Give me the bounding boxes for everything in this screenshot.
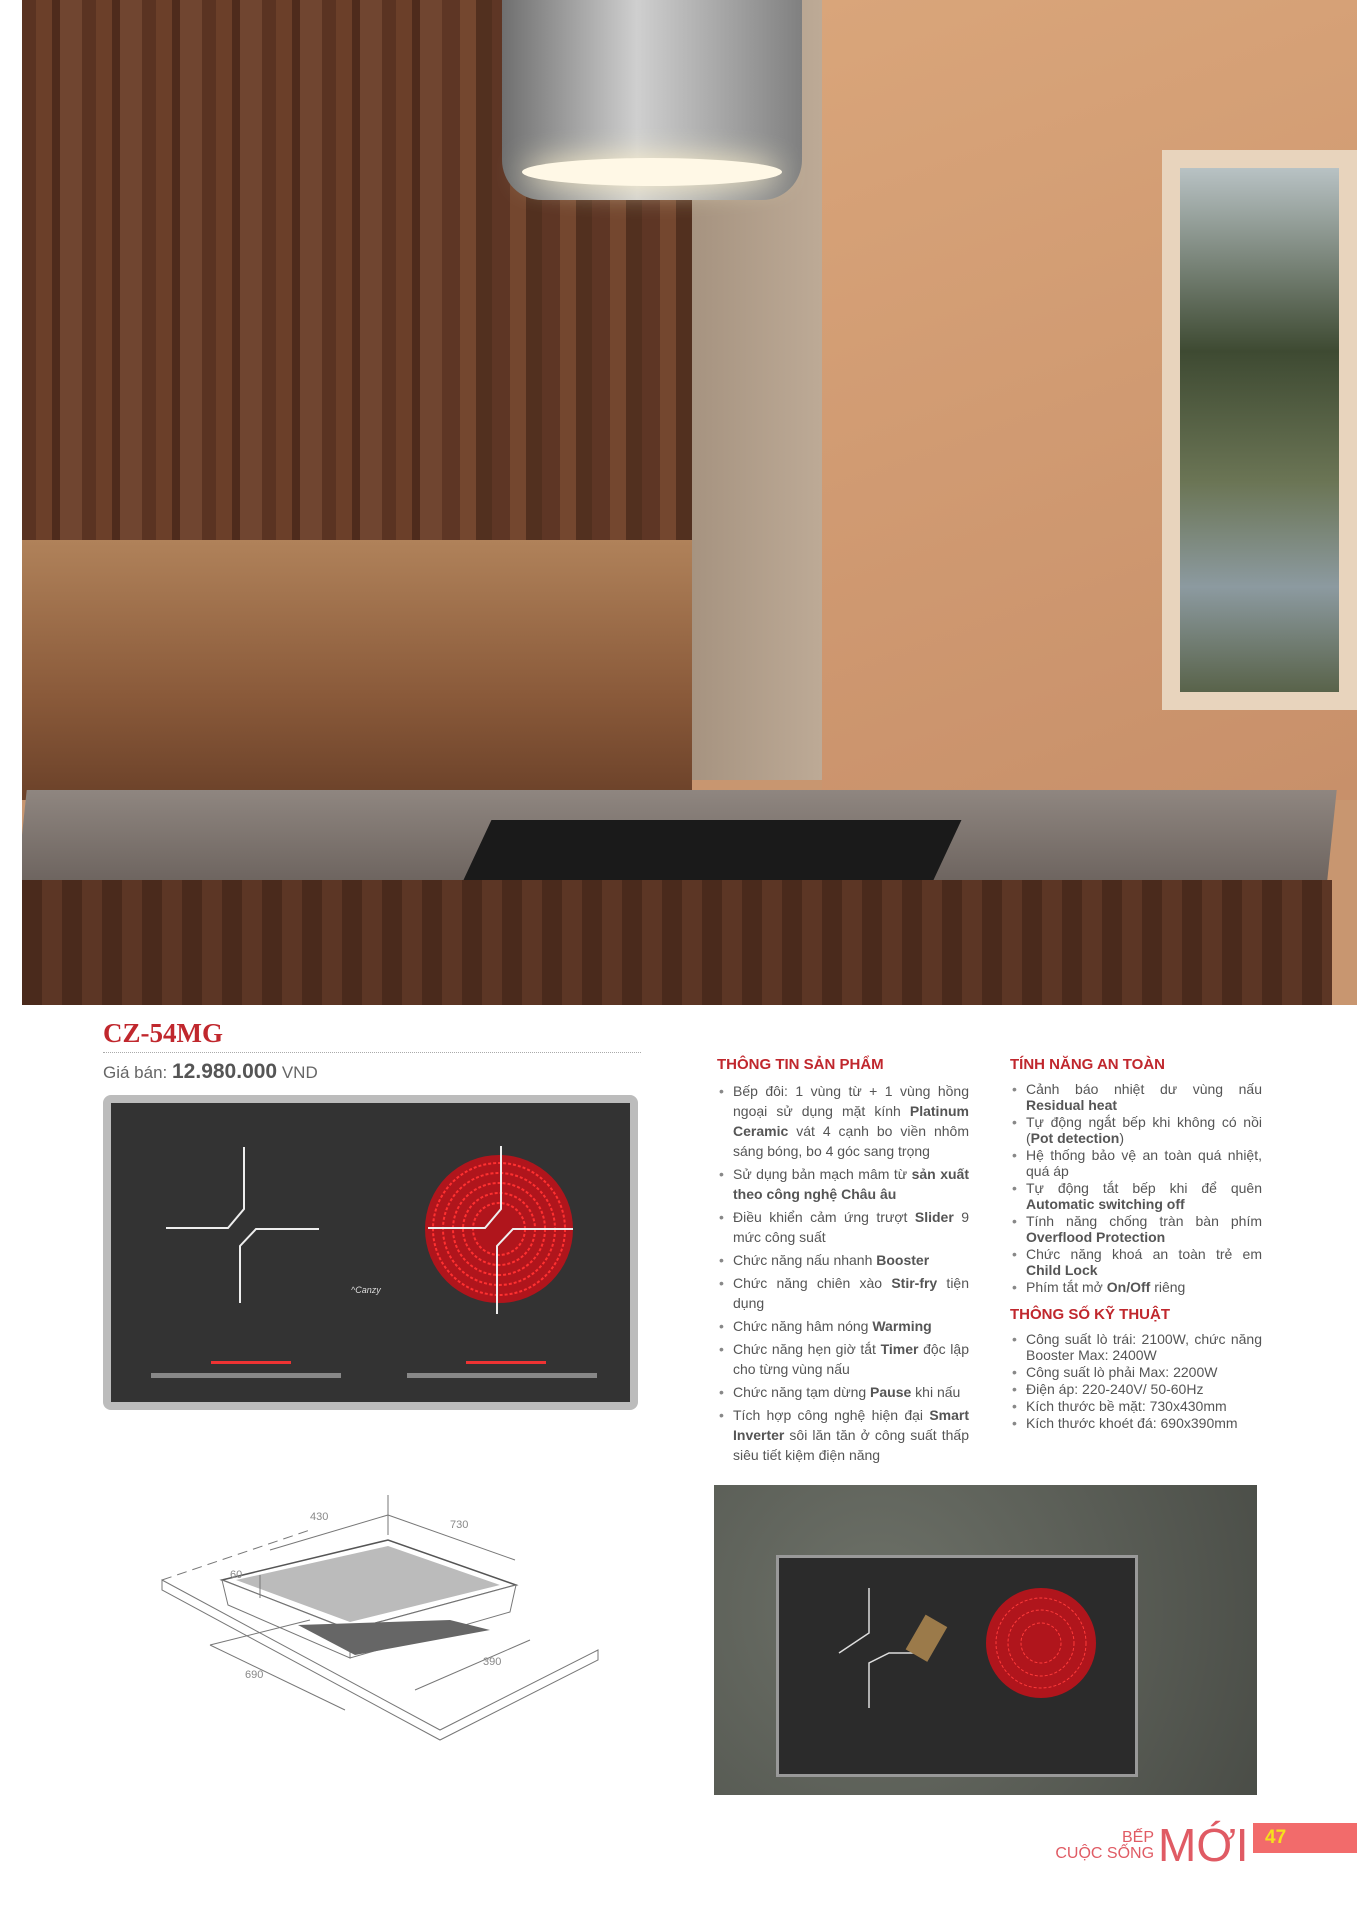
item-text: Tính năng chống tràn bàn phím — [1026, 1213, 1262, 1229]
list-item — [1010, 1081, 1262, 1113]
feature-list — [717, 1081, 969, 1465]
item-text: khi nấu — [911, 1384, 961, 1400]
hob-top-view — [111, 1103, 630, 1402]
section-heading: THÔNG SỐ KỸ THUẬT — [1010, 1306, 1170, 1323]
bold-term: Stir-fry — [891, 1275, 938, 1291]
item-text: Điều khiển cảm ứng trượt — [733, 1209, 915, 1225]
dimension-diagram — [150, 1490, 610, 1750]
section-heading: THÔNG TIN SẢN PHẨM — [717, 1056, 884, 1073]
item-text: Chức năng chiên xào — [733, 1275, 892, 1291]
list-item — [1010, 1213, 1262, 1245]
bold-term: Slider — [914, 1209, 954, 1225]
item-text: Chức năng hâm nóng — [733, 1318, 873, 1334]
footer-brand-big: MỚI — [1158, 1819, 1249, 1871]
dim-height: 60 — [230, 1569, 243, 1581]
list-item — [717, 1316, 969, 1336]
upper-wood-cabinet — [22, 0, 442, 540]
safety-list — [1010, 1081, 1262, 1295]
kitchen-hero-photo — [22, 0, 1357, 1005]
item-text: tiện dụng — [733, 1275, 970, 1311]
tagline-line2: CUỘC SỐNG — [1055, 1845, 1155, 1862]
section-heading: TÍNH NĂNG AN TOÀN — [1010, 1056, 1165, 1073]
item-text: Phím tắt mở — [1026, 1279, 1107, 1295]
lit-wood-backsplash — [22, 540, 692, 800]
price-label: Giá bán: — [103, 1063, 168, 1082]
list-item: • Công suất lò trái: 2100W, chức năng Booster Max: 2400W — [1010, 1331, 1262, 1363]
item-text: Chức năng nấu nhanh — [733, 1252, 877, 1268]
spec-list — [1010, 1331, 1262, 1431]
bold-term: Smart Inverter — [733, 1407, 969, 1443]
price — [103, 1060, 318, 1084]
list-item — [717, 1339, 969, 1379]
bold-term: Platinum Ceramic — [733, 1103, 969, 1139]
hob-product-image — [103, 1095, 638, 1410]
bold-term: Timer — [880, 1341, 919, 1357]
item-text: Tự động ngắt bếp khi không có nồi ( — [1026, 1114, 1262, 1146]
item-text: vát 4 cạnh bo viền nhôm sáng bóng, bo 4 góc sang trọng — [733, 1123, 969, 1159]
divider — [103, 1052, 641, 1053]
item-text: Chức năng hẹn giờ tắt — [733, 1341, 881, 1357]
bold-term: Warming — [872, 1318, 932, 1334]
product-model: CZ-54MG — [103, 1018, 223, 1048]
item-text: độc lập cho từng vùng nấu — [733, 1341, 969, 1377]
item-text: Chức năng tạm dừng — [733, 1384, 871, 1400]
item-text: Tích hợp công nghệ hiện đại — [733, 1407, 930, 1423]
item-text: Bếp đôi: 1 vùng từ + 1 vùng hồng ngoại sử dụng mặt kính — [733, 1083, 969, 1119]
item-text: Tự động tắt bếp khi để quên — [1026, 1180, 1262, 1196]
page-number: 47 — [1253, 1823, 1357, 1853]
list-item — [717, 1382, 969, 1402]
bold-term: Booster — [876, 1252, 930, 1268]
hob-lifestyle-photo — [714, 1485, 1257, 1795]
item-text: Cảnh báo nhiệt dư vùng nấu — [1026, 1081, 1262, 1097]
list-item — [717, 1207, 969, 1247]
item-text: Hệ thống bảo vệ an toàn quá nhiệt, quá áp — [1026, 1147, 1262, 1179]
hob-in-counter — [776, 1555, 1138, 1777]
bold-term: sản xuất theo công nghệ Châu âu — [733, 1166, 969, 1202]
list-item — [717, 1273, 969, 1313]
list-item: • Điện áp: 220-240V/ 50-60Hz — [1010, 1381, 1262, 1397]
dim-depth: 430 — [310, 1511, 329, 1523]
currency: VND — [281, 1063, 318, 1082]
tagline-line1: BẾP — [1122, 1829, 1155, 1846]
list-item — [1010, 1279, 1262, 1295]
price-value: 12.980.000 — [172, 1060, 278, 1083]
safety-section — [1010, 1055, 1262, 1432]
item-text: riêng — [1150, 1279, 1186, 1295]
product-info-section — [717, 1055, 969, 1468]
list-item: • Kích thước bề mặt: 730x430mm — [1010, 1398, 1262, 1414]
hob-brand-logo: ^Canzy — [351, 1285, 381, 1295]
bold-term: Pause — [870, 1384, 912, 1400]
list-item — [717, 1081, 969, 1161]
bold-term: Automatic switching off — [1026, 1196, 1185, 1212]
list-item: • Công suất lò phải Max: 2200W — [1010, 1364, 1262, 1380]
item-text: Chức năng khoá an toàn trẻ em — [1026, 1246, 1262, 1262]
item-text: 9 mức công suất — [733, 1209, 969, 1245]
dim-cut-width: 690 — [245, 1669, 264, 1681]
bold-term: Residual heat — [1026, 1097, 1118, 1113]
footer-tagline — [1050, 1830, 1154, 1862]
bold-term: Child Lock — [1026, 1262, 1098, 1278]
range-hood — [502, 0, 802, 200]
window — [1162, 150, 1357, 710]
item-text: ) — [1119, 1130, 1125, 1146]
list-item — [717, 1250, 969, 1270]
list-item — [717, 1405, 969, 1465]
bold-term: On/Off — [1106, 1279, 1151, 1295]
item-text: sôi lăn tăn ở công suất thấp siêu tiết kiệm điện năng — [733, 1427, 969, 1463]
dim-width: 730 — [450, 1519, 469, 1531]
bold-term: Overflood Protection — [1026, 1229, 1166, 1245]
list-item: • Kích thước khoét đá: 690x390mm — [1010, 1415, 1262, 1431]
island-base — [22, 880, 1332, 1005]
list-item — [1010, 1246, 1262, 1278]
list-item — [1010, 1180, 1262, 1212]
list-item — [1010, 1147, 1262, 1179]
item-text: Sử dụng bản mạch mâm từ — [733, 1166, 912, 1182]
list-item — [1010, 1114, 1262, 1146]
dim-cut-depth: 390 — [483, 1656, 502, 1668]
list-item — [717, 1164, 969, 1204]
bold-term: Pot detection — [1030, 1130, 1120, 1146]
built-in-hob — [463, 820, 962, 882]
